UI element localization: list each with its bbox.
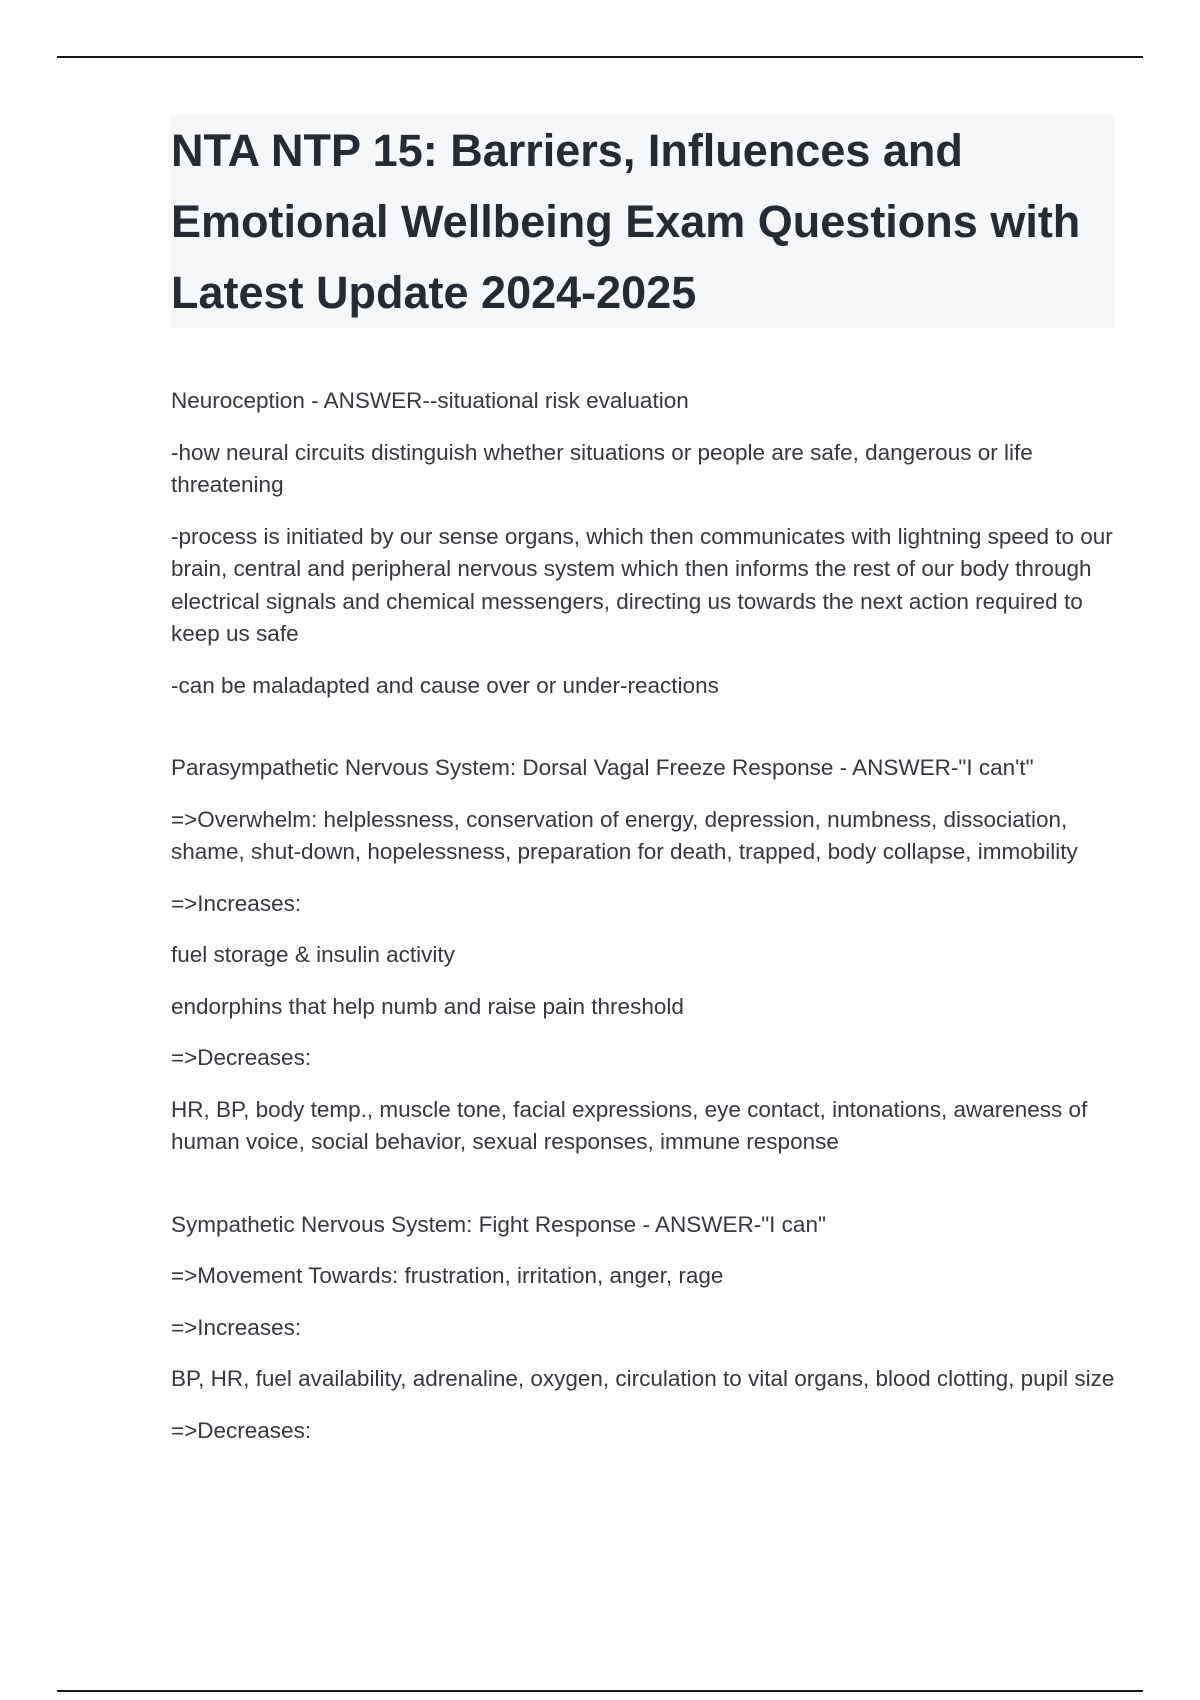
top-rule: [57, 56, 1143, 58]
answer-line: -how neural circuits distinguish whether situations or people are safe, dangerous or life threatening: [171, 439, 1033, 497]
answer-line: fuel storage & insulin activity: [171, 942, 455, 967]
answer-line: endorphins that help numb and raise pain threshold: [171, 993, 684, 1019]
section-dorsal-vagal: [171, 752, 1115, 1159]
title-box: [171, 115, 1115, 328]
document-body: [171, 115, 1115, 1466]
section-fight-response: [171, 1209, 1115, 1448]
answer-line: =>Increases:: [171, 890, 302, 916]
question-line: Neuroception - ANSWER--situational risk evaluation: [171, 388, 689, 413]
section-neuroception: [171, 385, 1115, 702]
answer-line: =>Decreases:: [171, 1045, 312, 1070]
answer-line: -process is initiated by our sense organs, which then communicates with lightning speed to our brain, central and peripheral nervous system which then informs the rest of our body through electrical signals and chemical messengers, directing us towards the next action required to keep us safe: [171, 523, 1113, 646]
answer-line: HR, BP, body temp., muscle tone, facial expressions, eye contact, intonations, awareness of human voice, social behavior, sexual responses, immune response: [171, 1096, 1088, 1154]
document-title: NTA NTP 15: Barriers, Influences and Emotional Wellbeing Exam Questions with Latest Update 2024-2025: [171, 125, 1081, 318]
answer-line: =>Decreases:: [171, 1417, 312, 1443]
answer-line: -can be maladapted and cause over or under-reactions: [171, 672, 719, 698]
question-line: Parasympathetic Nervous System: Dorsal Vagal Freeze Response - ANSWER-"I can't": [171, 755, 1034, 780]
answer-line: =>Movement Towards: frustration, irritation, anger, rage: [171, 1263, 724, 1288]
bottom-rule: [57, 1690, 1143, 1692]
answer-line: =>Increases:: [171, 1314, 302, 1340]
answer-line: =>Overwhelm: helplessness, conservation of energy, depression, numbness, dissociation, shame, shut-down, hopelessness, preparation for death, trapped, body collapse, immobility: [171, 806, 1078, 864]
question-line: Sympathetic Nervous System: Fight Response - ANSWER-"I can": [171, 1211, 826, 1237]
answer-line: BP, HR, fuel availability, adrenaline, oxygen, circulation to vital organs, blood clotting, pupil size: [171, 1366, 1115, 1391]
